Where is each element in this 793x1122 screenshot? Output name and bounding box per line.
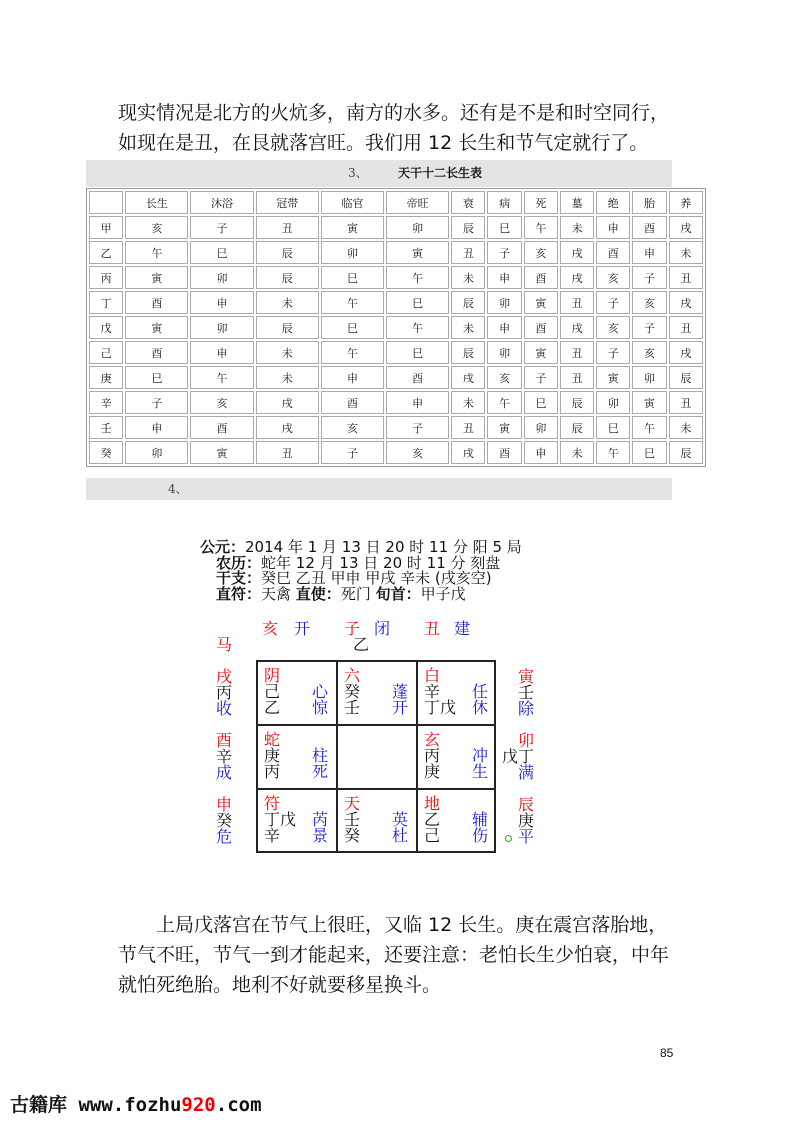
row-header: 戊 <box>89 316 123 339</box>
right-gan: 庚 <box>518 811 535 830</box>
palace-star: 芮 <box>312 810 329 829</box>
palace-cell <box>338 662 418 726</box>
palace-earth-stem: 丙 <box>264 762 281 781</box>
table-cell: 卯 <box>125 441 188 464</box>
palace-cell <box>258 662 338 726</box>
table-cell: 辰 <box>256 266 319 289</box>
right-zhi: 辰 <box>518 795 535 814</box>
table-cell: 寅 <box>125 316 188 339</box>
table-cell: 午 <box>321 341 384 364</box>
right-gan: 壬 <box>518 683 535 702</box>
nongli-label: 农历： <box>216 553 262 572</box>
table-cell: 卯 <box>190 316 253 339</box>
table-cell: 未 <box>256 341 319 364</box>
palace-earth-stem: 癸 <box>344 826 361 845</box>
table-cell: 辰 <box>256 316 319 339</box>
top-paragraph: 现实情况是北方的火炕多，南方的水多。还有是不是和时空同行，如现在是丑，在艮就落宫旺。我们用 12 长生和节气定就行了。 <box>118 102 670 154</box>
table-cell: 寅 <box>487 416 521 439</box>
table-cell: 未 <box>451 316 485 339</box>
table-cell: 辰 <box>669 441 703 464</box>
left-jian: 收 <box>216 699 233 718</box>
table-cell: 申 <box>487 316 521 339</box>
top-zhi-chou: 丑 <box>424 619 441 638</box>
table-cell: 寅 <box>190 441 253 464</box>
table-cell: 酉 <box>596 241 630 264</box>
left-gan: 癸 <box>216 811 233 830</box>
row-header: 辛 <box>89 391 123 414</box>
table-cell: 未 <box>560 216 594 239</box>
palace-deity: 阴 <box>264 666 281 685</box>
table-cell: 酉 <box>524 316 558 339</box>
table-cell: 亥 <box>190 391 253 414</box>
qimen-info <box>200 540 600 602</box>
palace-star: 蓬 <box>392 682 409 701</box>
table-cell: 卯 <box>596 391 630 414</box>
table-cell: 丑 <box>256 216 319 239</box>
table-cell: 丑 <box>451 416 485 439</box>
table-row <box>89 316 703 339</box>
zhishi-label: 直使： <box>295 584 341 603</box>
palace-door: 伤 <box>472 826 489 845</box>
palace-grid <box>256 660 496 853</box>
row-header: 癸 <box>89 441 123 464</box>
table-cell: 戌 <box>669 291 703 314</box>
table-cell: 子 <box>386 416 449 439</box>
zhifu-value: 天禽 <box>261 584 296 603</box>
palace-door: 景 <box>312 826 329 845</box>
row-header: 己 <box>89 341 123 364</box>
watermark-name: 古籍库 <box>10 1094 68 1116</box>
palace-heaven-stem: 辛 <box>424 682 441 701</box>
table-cell: 亥 <box>487 366 521 389</box>
table-cell: 寅 <box>596 366 630 389</box>
table-cell: 卯 <box>386 216 449 239</box>
zhishi-value: 死门 <box>340 584 376 603</box>
table-header-row <box>89 191 703 214</box>
table-cell: 辰 <box>451 216 485 239</box>
table-cell: 丑 <box>451 241 485 264</box>
palace-heaven-stem: 壬 <box>344 810 361 829</box>
palace-deity: 地 <box>424 794 441 813</box>
table-row <box>89 391 703 414</box>
column-header: 临官 <box>321 191 384 214</box>
bottom-paragraph: 上局戊落宫在节气上很旺，又临 12 长生。庚在震宫落胎地，节气不旺，节气一到才能起来，还要注意：老怕长生少怕衰，中年就怕死绝胎。地利不好就要移星换斗。 <box>118 914 670 996</box>
table-cell: 辰 <box>451 341 485 364</box>
right-jian: 平 <box>518 827 535 846</box>
palace-door: 死 <box>312 762 329 781</box>
row-header: 乙 <box>89 241 123 264</box>
table-cell: 辰 <box>256 241 319 264</box>
table-cell: 亥 <box>524 241 558 264</box>
table-cell: 寅 <box>524 291 558 314</box>
table-cell: 戌 <box>560 316 594 339</box>
table-cell: 子 <box>524 366 558 389</box>
table-row <box>89 341 703 364</box>
column-header: 沐浴 <box>190 191 253 214</box>
palace-door: 生 <box>472 762 489 781</box>
table-cell: 巳 <box>321 316 384 339</box>
left-zhi: 申 <box>216 795 233 814</box>
right-zhi: 卯 <box>518 731 535 750</box>
palace-star: 心 <box>312 682 329 701</box>
table-cell: 酉 <box>190 416 253 439</box>
table-cell: 辰 <box>669 366 703 389</box>
palace-heaven-stem: 己 <box>264 682 281 701</box>
palace-cell <box>258 790 338 854</box>
table-cell: 卯 <box>321 241 384 264</box>
table-cell: 申 <box>487 266 521 289</box>
table-cell: 巳 <box>487 216 521 239</box>
ganzhi-label: 干支： <box>216 569 262 587</box>
horse-marker: 马 <box>216 635 233 654</box>
nongli-value: 蛇年 12 月 13 日 20 时 11 分 刻盘 <box>261 553 501 572</box>
table-cell: 戌 <box>451 441 485 464</box>
table-row <box>89 291 703 314</box>
top-jian-bi: 闭 <box>374 619 391 638</box>
green-circle-marker <box>505 835 512 842</box>
table-cell: 未 <box>256 366 319 389</box>
left-jian: 成 <box>216 763 233 782</box>
column-header: 长生 <box>125 191 188 214</box>
left-gan: 丙 <box>216 683 233 702</box>
table-cell: 巳 <box>386 291 449 314</box>
table-cell: 戌 <box>560 241 594 264</box>
table-cell: 申 <box>125 416 188 439</box>
table-cell: 卯 <box>632 366 666 389</box>
table-cell: 丑 <box>256 441 319 464</box>
zhifu-row <box>200 584 600 603</box>
row-header: 丁 <box>89 291 123 314</box>
column-header: 帝旺 <box>386 191 449 214</box>
table-cell: 酉 <box>125 341 188 364</box>
top-zhi-hai: 亥 <box>262 619 279 638</box>
palace-deity: 天 <box>344 794 361 813</box>
palace-deity: 六 <box>344 666 361 685</box>
palace-earth-stem: 乙 <box>264 698 281 717</box>
table-cell: 丑 <box>560 291 594 314</box>
table-cell: 午 <box>487 391 521 414</box>
table-cell: 申 <box>190 291 253 314</box>
table-cell: 申 <box>321 366 384 389</box>
table-cell: 巳 <box>596 416 630 439</box>
palace-deity: 符 <box>264 794 281 813</box>
top-jian-kai: 开 <box>294 619 311 638</box>
row-header: 丙 <box>89 266 123 289</box>
table-cell: 子 <box>321 441 384 464</box>
row-header: 庚 <box>89 366 123 389</box>
table-cell: 戌 <box>669 341 703 364</box>
table-cell: 卯 <box>487 341 521 364</box>
ganzhi-value: 癸巳 乙丑 甲申 甲戌 辛未 (戌亥空) <box>261 569 492 587</box>
table-cell: 酉 <box>632 216 666 239</box>
table-cell: 未 <box>669 416 703 439</box>
left-gan: 辛 <box>216 747 233 766</box>
table-cell: 午 <box>632 416 666 439</box>
table-cell: 亥 <box>632 291 666 314</box>
table-cell: 亥 <box>596 266 630 289</box>
palace-cell <box>418 662 498 726</box>
table-cell: 子 <box>632 316 666 339</box>
palace-earth-stem: 庚 <box>424 762 441 781</box>
column-header <box>89 191 123 214</box>
gongyuan-value: 2014 年 1 月 13 日 20 时 11 分 阳 5 局 <box>245 538 522 556</box>
table-cell: 酉 <box>487 441 521 464</box>
table-cell: 巳 <box>524 391 558 414</box>
palace-heaven-stem: 癸 <box>344 682 361 701</box>
table-cell: 辰 <box>451 291 485 314</box>
palace-star: 柱 <box>312 746 329 765</box>
table-cell: 卯 <box>487 291 521 314</box>
column-header: 养 <box>669 191 703 214</box>
table-cell: 戌 <box>560 266 594 289</box>
palace-cell <box>338 790 418 854</box>
table-cell: 巳 <box>321 266 384 289</box>
table-cell: 酉 <box>321 391 384 414</box>
table-cell: 寅 <box>321 216 384 239</box>
table-caption <box>86 160 672 187</box>
table-cell: 卯 <box>524 416 558 439</box>
palace-door: 杜 <box>392 826 409 845</box>
table-cell: 戌 <box>256 391 319 414</box>
table-cell: 未 <box>451 391 485 414</box>
caption-number: 3、 <box>348 166 368 180</box>
table-cell: 子 <box>596 341 630 364</box>
column-header: 衰 <box>451 191 485 214</box>
palace-cell <box>258 726 338 790</box>
table-cell: 申 <box>632 241 666 264</box>
watermark <box>10 1090 262 1117</box>
right-gan: 戊丁 <box>502 747 535 766</box>
table-row <box>89 216 703 239</box>
palace-door: 开 <box>392 698 409 717</box>
left-zhi: 戌 <box>216 667 233 686</box>
table-cell: 午 <box>596 441 630 464</box>
table-cell: 午 <box>125 241 188 264</box>
table-cell: 午 <box>190 366 253 389</box>
palace-star: 辅 <box>472 810 489 829</box>
column-header: 病 <box>487 191 521 214</box>
table-cell: 丑 <box>560 341 594 364</box>
column-header: 绝 <box>596 191 630 214</box>
palace-cell <box>418 790 498 854</box>
table-cell: 戌 <box>451 366 485 389</box>
table-cell: 丑 <box>669 316 703 339</box>
table-cell: 辰 <box>560 416 594 439</box>
top-zhi-zi: 子 <box>344 619 361 638</box>
xunshou-value: 甲子戊 <box>420 584 466 603</box>
left-jian: 危 <box>216 827 233 846</box>
table-cell: 申 <box>524 441 558 464</box>
table-cell: 申 <box>596 216 630 239</box>
table-cell: 子 <box>632 266 666 289</box>
table-cell: 未 <box>256 291 319 314</box>
table-cell: 亥 <box>321 416 384 439</box>
table-cell: 酉 <box>125 291 188 314</box>
table-row <box>89 366 703 389</box>
table-cell: 酉 <box>524 266 558 289</box>
table-cell: 寅 <box>125 266 188 289</box>
table-cell: 寅 <box>524 341 558 364</box>
palace-star: 冲 <box>472 746 489 765</box>
caption-title: 天干十二长生表 <box>398 166 483 180</box>
table-cell: 辰 <box>560 391 594 414</box>
table-cell: 午 <box>386 316 449 339</box>
palace-deity: 白 <box>424 666 441 685</box>
right-jian: 除 <box>518 699 535 718</box>
table-cell: 亥 <box>386 441 449 464</box>
palace-star: 任 <box>472 682 489 701</box>
table-cell: 戌 <box>669 216 703 239</box>
table-row <box>89 266 703 289</box>
table-cell: 亥 <box>596 316 630 339</box>
table-cell: 午 <box>524 216 558 239</box>
column-header: 死 <box>524 191 558 214</box>
table-cell: 丑 <box>669 391 703 414</box>
palace-door: 惊 <box>312 698 329 717</box>
top-jian-jian: 建 <box>454 619 471 638</box>
palace-heaven-stem: 丁戊 <box>264 810 297 829</box>
palace-earth-stem: 辛 <box>264 826 281 845</box>
table-row <box>89 241 703 264</box>
table-cell: 午 <box>321 291 384 314</box>
column-header: 冠带 <box>256 191 319 214</box>
palace-star: 英 <box>392 810 409 829</box>
column-header: 胎 <box>632 191 666 214</box>
right-jian: 满 <box>518 763 535 782</box>
watermark-suffix: .com <box>215 1094 262 1116</box>
watermark-number: 920 <box>181 1094 216 1116</box>
changsheng-table <box>86 188 706 467</box>
qimen-chart <box>200 615 560 875</box>
table-cell: 未 <box>669 241 703 264</box>
table-cell: 巳 <box>125 366 188 389</box>
table-cell: 酉 <box>386 366 449 389</box>
table-cell: 寅 <box>386 241 449 264</box>
table-row <box>89 416 703 439</box>
table-cell: 巳 <box>632 441 666 464</box>
palace-heaven-stem: 庚 <box>264 746 281 765</box>
table-cell: 未 <box>560 441 594 464</box>
row-header: 甲 <box>89 216 123 239</box>
table-cell: 申 <box>190 341 253 364</box>
table-cell: 寅 <box>632 391 666 414</box>
page-number: 85 <box>660 1046 674 1060</box>
top-gan-yi: 乙 <box>353 635 370 654</box>
table-cell: 戌 <box>256 416 319 439</box>
palace-heaven-stem: 乙 <box>424 810 441 829</box>
palace-earth-stem: 丁戊 <box>424 698 457 717</box>
table-cell: 未 <box>451 266 485 289</box>
palace-door: 休 <box>472 698 489 717</box>
table-cell: 亥 <box>125 216 188 239</box>
table-cell: 亥 <box>632 341 666 364</box>
table-cell: 丑 <box>560 366 594 389</box>
caption-4-number: 4、 <box>168 482 188 496</box>
table-cell: 子 <box>596 291 630 314</box>
table-cell: 子 <box>125 391 188 414</box>
table-cell: 丑 <box>669 266 703 289</box>
table-cell: 巳 <box>386 341 449 364</box>
table-cell: 午 <box>386 266 449 289</box>
palace-deity: 玄 <box>424 730 441 749</box>
table-cell: 卯 <box>190 266 253 289</box>
table-cell: 申 <box>386 391 449 414</box>
zhifu-label: 直符： <box>216 584 262 603</box>
palace-heaven-stem: 丙 <box>424 746 441 765</box>
watermark-prefix: www.fozhu <box>78 1094 182 1116</box>
table-cell: 子 <box>190 216 253 239</box>
column-header: 墓 <box>560 191 594 214</box>
gongyuan-label: 公元： <box>200 538 246 556</box>
palace-earth-stem: 己 <box>424 826 441 845</box>
table-row <box>89 441 703 464</box>
row-header: 壬 <box>89 416 123 439</box>
right-zhi: 寅 <box>518 667 535 686</box>
palace-deity: 蛇 <box>264 730 281 749</box>
section-4-caption <box>86 478 672 500</box>
palace-cell <box>418 726 498 790</box>
xunshou-label: 旬首： <box>375 584 421 603</box>
table-cell: 子 <box>487 241 521 264</box>
table-cell: 巳 <box>190 241 253 264</box>
left-zhi: 酉 <box>216 731 233 750</box>
palace-earth-stem: 壬 <box>344 698 361 717</box>
